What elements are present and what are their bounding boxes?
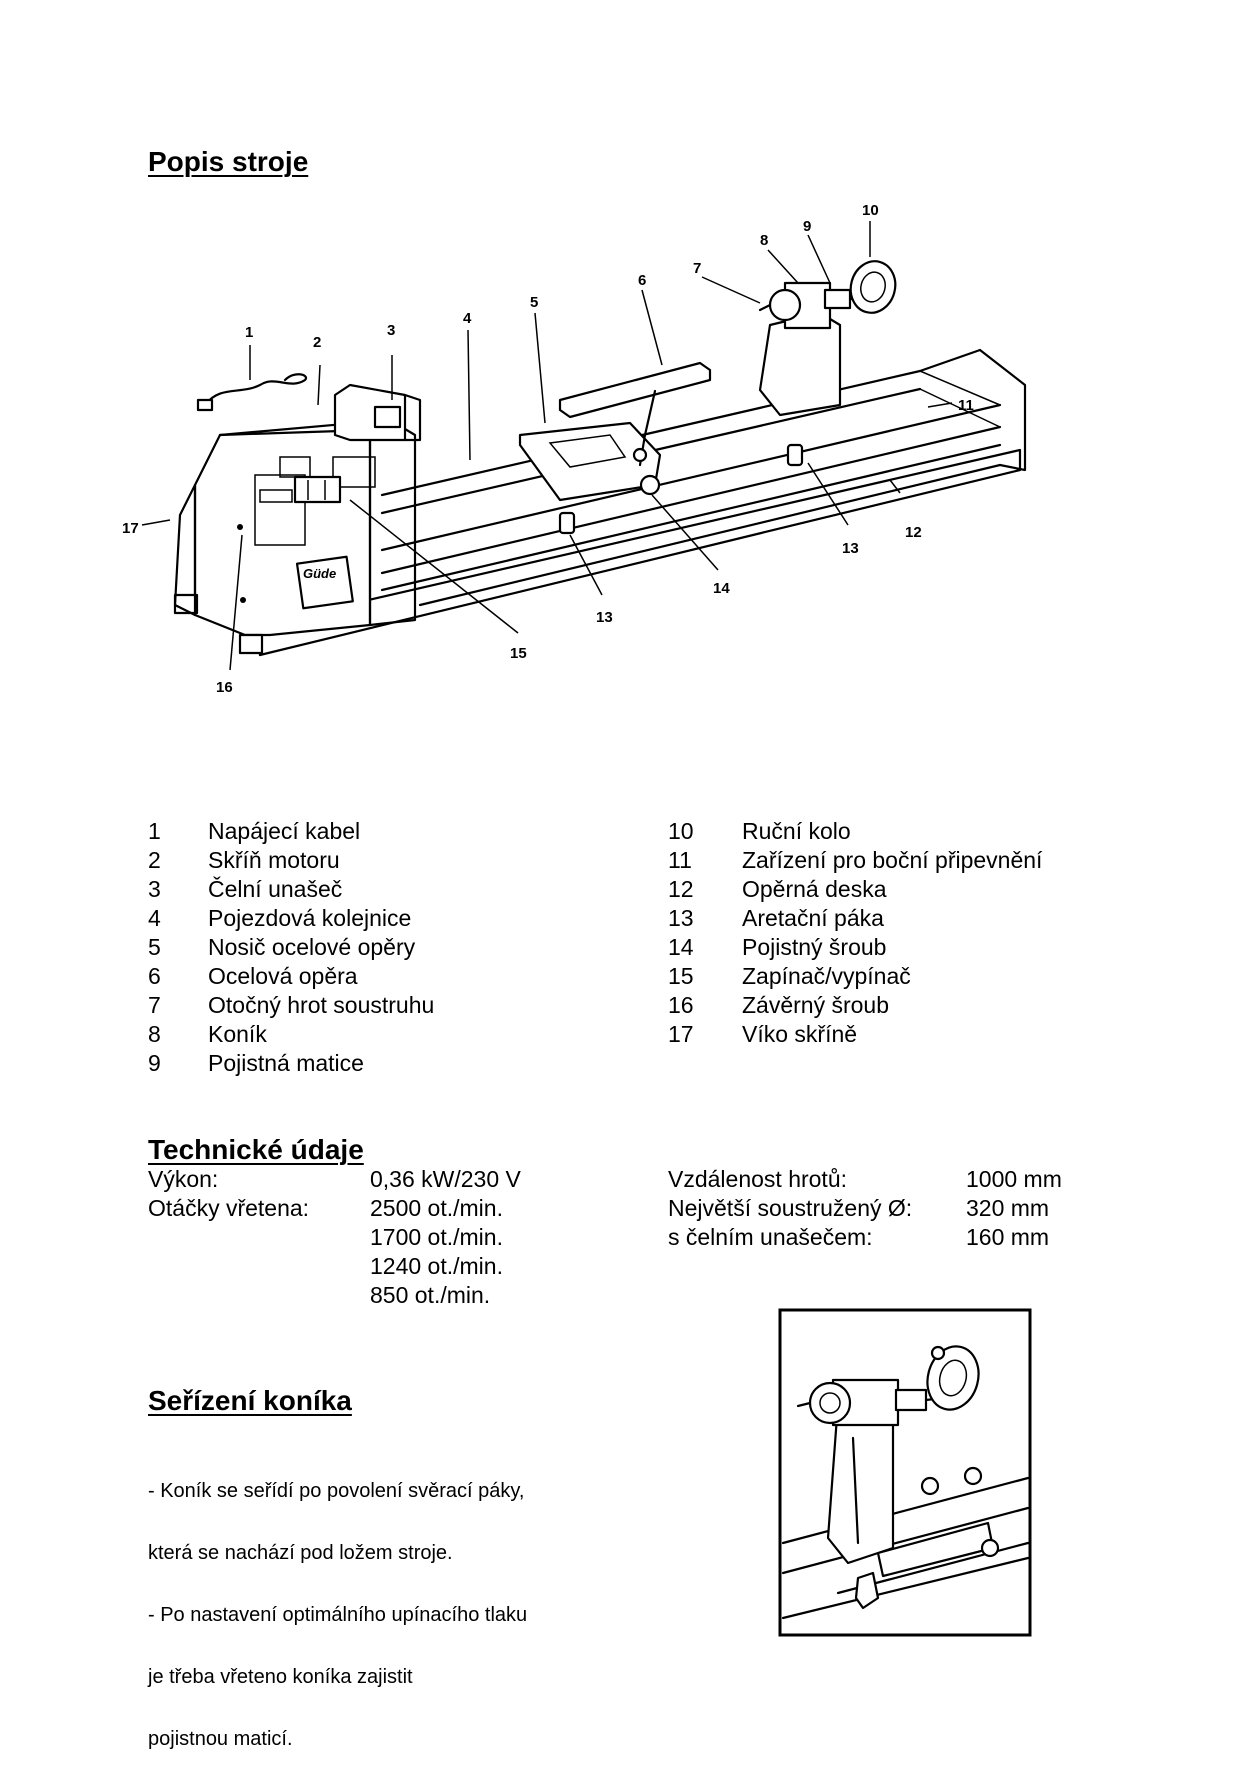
- part-label: Nosič ocelové opěry: [208, 934, 416, 960]
- spec-speed-label: Otáčky vřetena:: [148, 1195, 310, 1221]
- adjust-line: - Koník se seřídí po povolení svěrací páky,: [148, 1480, 525, 1502]
- spec-row: [668, 1223, 1062, 1252]
- part-label: Pojistný šroub: [742, 934, 887, 960]
- spec-label: Vzdálenost hrotů:: [668, 1166, 848, 1192]
- list-item: [148, 933, 434, 962]
- callout-16: 16: [216, 679, 233, 696]
- tailstock: [760, 256, 901, 415]
- adjust-line: je třeba vřeteno koníka zajistit: [148, 1666, 413, 1688]
- list-item: [668, 991, 1042, 1020]
- callout-9: 9: [803, 218, 812, 235]
- part-number: 15: [668, 963, 694, 989]
- spec-speed-list: [370, 1194, 503, 1310]
- spec-value: 160 mm: [966, 1224, 1050, 1250]
- list-item: [668, 875, 1042, 904]
- part-label: Čelní unašeč: [208, 876, 343, 902]
- headstock: [335, 385, 420, 440]
- part-number: 8: [148, 1021, 161, 1047]
- part-number: 5: [148, 934, 161, 960]
- list-item: [668, 904, 1042, 933]
- brand-mark: Güde: [303, 566, 337, 581]
- spec-label: s čelním unašečem:: [668, 1224, 873, 1250]
- adjust-line: která se nachází pod ložem stroje.: [148, 1542, 453, 1564]
- callout-4: 4: [463, 310, 472, 327]
- callout-15: 15: [510, 645, 527, 662]
- part-label: Závěrný šroub: [742, 992, 890, 1018]
- spec-power-value: 0,36 kW/230 V: [370, 1166, 521, 1192]
- motor-housing: [175, 420, 415, 653]
- part-label: Ocelová opěra: [208, 963, 358, 989]
- tailstock-detail-diagram: [778, 1308, 1033, 1638]
- list-item: [148, 991, 434, 1020]
- part-label: Otočný hrot soustruhu: [208, 992, 435, 1018]
- callout-2: 2: [313, 334, 322, 351]
- callout-13-left: 13: [596, 609, 613, 626]
- adjust-text: [148, 1442, 527, 1770]
- callout-5: 5: [530, 294, 539, 311]
- callout-8: 8: [760, 232, 769, 249]
- spec-speed-value: 850 ot./min.: [370, 1282, 491, 1308]
- detail-frame: [780, 1310, 1030, 1635]
- list-item: [148, 817, 434, 846]
- callout-11: 11: [958, 397, 974, 414]
- part-label: Opěrná deska: [742, 876, 887, 902]
- part-number: 1: [148, 818, 161, 844]
- part-label: Skříň motoru: [208, 847, 340, 873]
- specs-title: Technické údaje: [148, 1134, 364, 1165]
- part-label: Napájecí kabel: [208, 818, 361, 844]
- callout-14: 14: [713, 580, 730, 597]
- list-item: [668, 846, 1042, 875]
- list-item: [668, 817, 1042, 846]
- part-number: 17: [668, 1021, 694, 1047]
- part-number: 6: [148, 963, 161, 989]
- callout-6: 6: [638, 272, 647, 289]
- part-label: Víko skříně: [742, 1021, 858, 1047]
- list-item: [668, 1020, 1042, 1049]
- part-number: 9: [148, 1050, 161, 1076]
- part-number: 4: [148, 905, 161, 931]
- part-label: Zapínač/vypínač: [742, 963, 911, 989]
- adjust-title: Seřízení koníka: [148, 1385, 352, 1416]
- part-number: 7: [148, 992, 161, 1018]
- spec-power-label: Výkon:: [148, 1166, 219, 1192]
- adjust-line: - Po nastavení optimálního upínacího tlaku: [148, 1604, 528, 1626]
- part-number: 10: [668, 818, 694, 844]
- adjust-line: pojistnou maticí.: [148, 1728, 293, 1750]
- page-title: Popis stroje: [148, 146, 309, 177]
- part-label: Ruční kolo: [742, 818, 851, 844]
- part-label: Pojistná matice: [208, 1050, 364, 1076]
- part-number: 11: [668, 847, 692, 873]
- callout-12: 12: [905, 524, 922, 541]
- spec-right-column: [668, 1165, 1062, 1252]
- callout-1: 1: [245, 324, 254, 341]
- part-label: Aretační páka: [742, 905, 884, 931]
- spec-speed-value: 1700 ot./min.: [370, 1224, 503, 1250]
- spec-row: [668, 1165, 1062, 1194]
- spec-row: [668, 1194, 1062, 1223]
- list-item: [668, 962, 1042, 991]
- spec-value: 1000 mm: [966, 1166, 1062, 1192]
- list-item: [148, 875, 434, 904]
- part-number: 2: [148, 847, 161, 873]
- part-number: 14: [668, 934, 694, 960]
- list-item: [668, 933, 1042, 962]
- spec-speed-value: 2500 ot./min.: [370, 1195, 503, 1221]
- parts-list-right: [668, 817, 1042, 1049]
- spec-label: Největší soustružený Ø:: [668, 1195, 913, 1221]
- part-number: 13: [668, 905, 694, 931]
- part-number: 16: [668, 992, 694, 1018]
- spec-speed-value: 1240 ot./min.: [370, 1253, 503, 1279]
- callout-17: 17: [122, 520, 139, 537]
- callout-7: 7: [693, 260, 702, 277]
- part-label: Pojezdová kolejnice: [208, 905, 412, 931]
- callout-13-right: 13: [842, 540, 859, 557]
- list-item: [148, 962, 434, 991]
- part-number: 3: [148, 876, 161, 902]
- callout-3: 3: [387, 322, 396, 339]
- list-item: [148, 846, 434, 875]
- part-label: Zařízení pro boční připevnění: [742, 847, 1043, 873]
- callout-10: 10: [862, 202, 879, 219]
- parts-list-left: [148, 817, 434, 1078]
- list-item: [148, 1049, 434, 1078]
- spec-value: 320 mm: [966, 1195, 1050, 1221]
- part-number: 12: [668, 876, 694, 902]
- power-cable: [198, 374, 306, 410]
- list-item: [148, 1020, 434, 1049]
- list-item: [148, 904, 434, 933]
- lathe-diagram: [120, 195, 1110, 795]
- part-label: Koník: [208, 1021, 267, 1047]
